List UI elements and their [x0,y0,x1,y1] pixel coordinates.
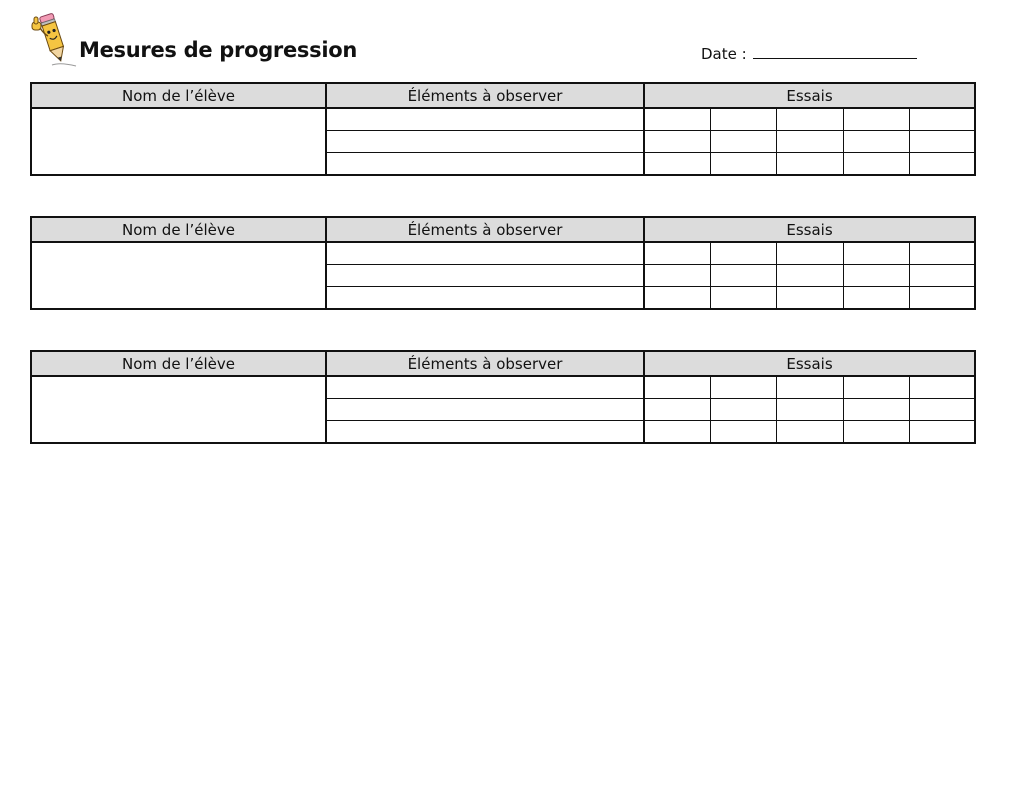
trial-cell[interactable] [776,153,843,176]
trial-cell[interactable] [843,108,909,131]
table-row [31,376,975,399]
date-blank-line[interactable] [753,44,917,59]
trial-cell[interactable] [710,131,776,153]
trial-cell[interactable] [710,265,776,287]
student-name-header: Nom de l’élève [31,83,326,108]
trials-header: Essais [644,83,975,108]
page-title: Mesures de progression [79,38,358,62]
date-field[interactable] [701,44,917,63]
trial-cell[interactable] [710,242,776,265]
student-name-cell[interactable] [31,242,326,309]
trial-cell[interactable] [776,242,843,265]
trial-cell[interactable] [644,376,710,399]
trial-cell[interactable] [776,131,843,153]
trial-cell[interactable] [644,242,710,265]
element-cell[interactable] [326,131,644,153]
trial-cell[interactable] [843,153,909,176]
trial-cell[interactable] [710,399,776,421]
trial-cell[interactable] [776,287,843,310]
trial-cell[interactable] [710,108,776,131]
observation-table [30,216,976,310]
trial-cell[interactable] [909,153,975,176]
trial-cell[interactable] [644,153,710,176]
trial-cell[interactable] [843,399,909,421]
element-cell[interactable] [326,287,644,310]
trial-cell[interactable] [843,242,909,265]
elements-header: Éléments à observer [326,217,644,242]
table-header-row [31,217,975,242]
trial-cell[interactable] [644,287,710,310]
trials-header: Essais [644,351,975,376]
student-name-header: Nom de l’élève [31,217,326,242]
trial-cell[interactable] [909,242,975,265]
table-header-row [31,351,975,376]
table-row [31,242,975,265]
worksheet-header [30,12,974,68]
trial-cell[interactable] [644,421,710,444]
trial-cell[interactable] [710,376,776,399]
trial-cell[interactable] [843,265,909,287]
pencil-thumbs-up-icon [30,12,78,68]
element-cell[interactable] [326,242,644,265]
elements-header: Éléments à observer [326,351,644,376]
trial-cell[interactable] [776,421,843,444]
student-name-cell[interactable] [31,376,326,443]
trial-cell[interactable] [776,399,843,421]
trial-cell[interactable] [909,265,975,287]
trial-cell[interactable] [843,131,909,153]
element-cell[interactable] [326,421,644,444]
trial-cell[interactable] [644,399,710,421]
student-name-cell[interactable] [31,108,326,175]
trial-cell[interactable] [644,265,710,287]
trial-cell[interactable] [843,421,909,444]
trial-cell[interactable] [909,376,975,399]
element-cell[interactable] [326,108,644,131]
trial-cell[interactable] [776,108,843,131]
observation-table [30,350,976,444]
elements-header: Éléments à observer [326,83,644,108]
trial-cell[interactable] [843,287,909,310]
element-cell[interactable] [326,153,644,176]
trial-cell[interactable] [909,108,975,131]
trial-cell[interactable] [776,376,843,399]
table-header-row [31,83,975,108]
element-cell[interactable] [326,399,644,421]
trial-cell[interactable] [644,131,710,153]
observation-table [30,82,976,176]
trial-cell[interactable] [909,287,975,310]
element-cell[interactable] [326,265,644,287]
trial-cell[interactable] [909,421,975,444]
trial-cell[interactable] [776,265,843,287]
date-label: Date : [701,45,747,63]
trial-cell[interactable] [710,153,776,176]
element-cell[interactable] [326,376,644,399]
trial-cell[interactable] [909,131,975,153]
trial-cell[interactable] [710,287,776,310]
trial-cell[interactable] [909,399,975,421]
trial-cell[interactable] [644,108,710,131]
trials-header: Essais [644,217,975,242]
student-name-header: Nom de l’élève [31,351,326,376]
trial-cell[interactable] [843,376,909,399]
table-row [31,108,975,131]
trial-cell[interactable] [710,421,776,444]
